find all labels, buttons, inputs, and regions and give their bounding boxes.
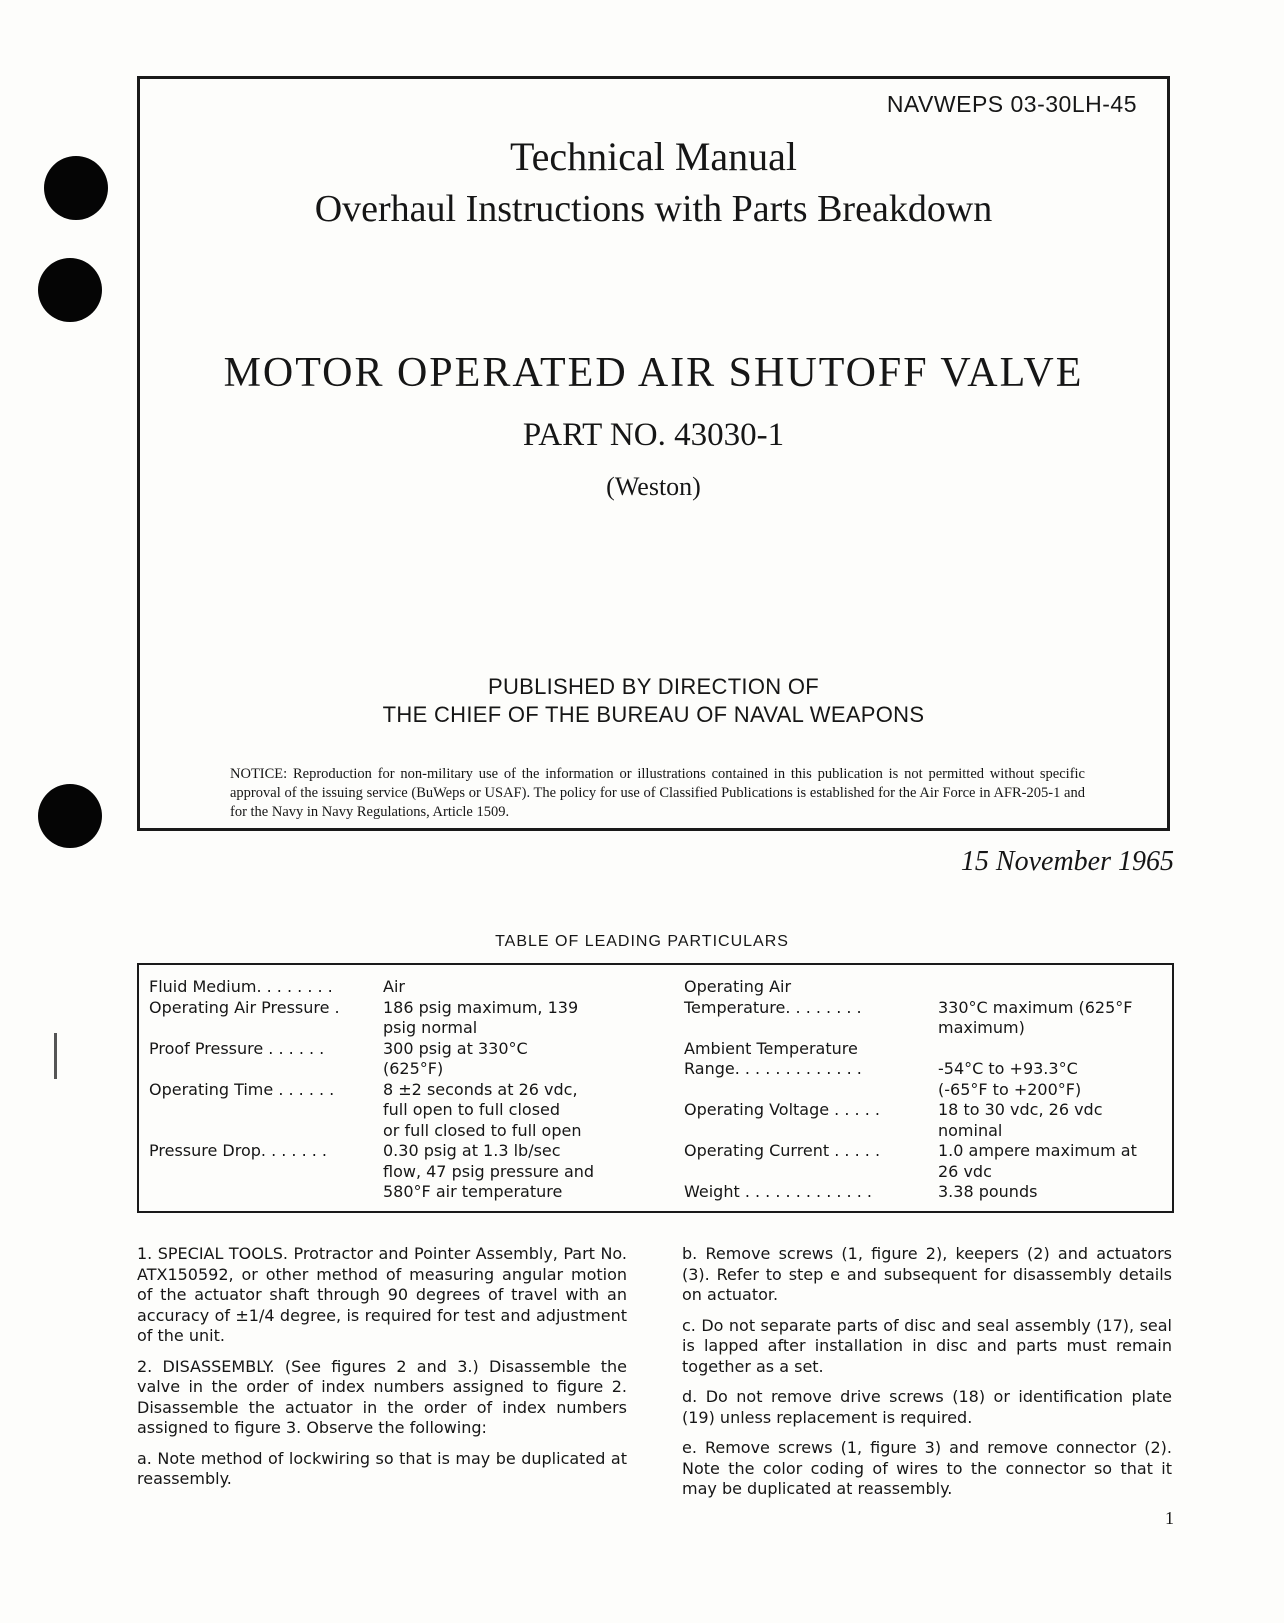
title-line-2: Overhaul Instructions with Parts Breakdown — [314, 188, 993, 230]
row-value: 186 psig maximum, 139 psig normal — [383, 997, 579, 1037]
body-right-column — [682, 1244, 1172, 1510]
particulars-left-column — [149, 977, 649, 1203]
row-label: Operating Air Pressure . — [149, 997, 340, 1017]
row-label: Operating Current . . . . . — [684, 1141, 881, 1160]
particulars-table — [137, 963, 1174, 1213]
binder-hole-3 — [38, 784, 102, 848]
row-value: 8 ±2 seconds at 26 vdc, full open to full closed or full closed to full open — [383, 1079, 582, 1140]
row-value: 330°C maximum (625°F maximum) — [938, 997, 1133, 1037]
step-a: a. Note method of lockwiring so that is may be duplicated at reassembly. — [137, 1448, 627, 1488]
particulars-title: TABLE OF LEADING PARTICULARS — [495, 933, 789, 950]
body-left-column — [137, 1244, 627, 1500]
row-label: Fluid Medium. . . . . . . . — [149, 977, 333, 996]
particulars-right-column — [684, 977, 1164, 1203]
row-label: Operating Time . . . . . . — [149, 1079, 335, 1099]
cover-box — [137, 76, 1170, 831]
publisher-line-1: PUBLISHED BY DIRECTION OF — [487, 674, 820, 699]
row-value: 0.30 psig at 1.3 lb/sec flow, 47 psig pressure and 580°F air temperature — [383, 1141, 595, 1201]
publication-date: 15 November 1965 — [960, 846, 1174, 877]
publisher — [140, 673, 1167, 729]
table-row — [684, 1100, 1164, 1141]
row-label: Operating Air Temperature. . . . . . . . — [684, 977, 862, 1017]
step-e: e. Remove screws (1, figure 3) and remove connector (2). Note the color coding of wires to the connector so that it may be duplicated at reassembly. — [682, 1438, 1172, 1498]
notice-text: NOTICE: Reproduction for non-military use of the information or illustrations contained in this publication is not permitted without specific approval of the issuing service (BuWeps or USAF). The policy for use of Classified Publications is established for the Air Force in AFR-205-1 and for the Navy in Navy Regulations, Article 1509. — [230, 766, 1085, 820]
table-row — [149, 977, 649, 998]
document-number: NAVWEPS 03-30LH-45 — [886, 91, 1137, 117]
publisher-line-2: THE CHIEF OF THE BUREAU OF NAVAL WEAPONS — [382, 702, 925, 727]
step-c: c. Do not separate parts of disc and seal assembly (17), seal is lapped after installation in disc and parts must remain together as a set. — [682, 1315, 1172, 1376]
row-value: -54°C to +93.3°C (-65°F to +200°F) — [938, 1059, 1082, 1099]
row-value: 3.38 pounds — [938, 1182, 1038, 1201]
margin-mark — [54, 1033, 57, 1079]
row-label: Weight . . . . . . . . . . . . . — [684, 1182, 872, 1201]
row-label: Ambient Temperature Range. . . . . . . . . . . . . — [684, 1038, 862, 1078]
subject-title: MOTOR OPERATED AIR SHUTOFF VALVE — [223, 350, 1084, 396]
table-row — [149, 1039, 649, 1080]
row-value: Air — [383, 977, 405, 996]
manufacturer: (Weston) — [606, 472, 701, 501]
row-label: Proof Pressure . . . . . . — [149, 1038, 325, 1058]
paragraph-disassembly: 2. DISASSEMBLY. (See figures 2 and 3.) Disassemble the valve in the order of index numbers assigned to figure 2. Disassemble the actuator in the order of index numbers assigned to figure 3. Observe the following: — [137, 1356, 627, 1437]
row-value: 18 to 30 vdc, 26 vdc nominal — [938, 1100, 1103, 1140]
step-d: d. Do not remove drive screws (18) or identification plate (19) unless replacement is required. — [682, 1387, 1172, 1427]
table-row — [149, 1080, 649, 1142]
table-row — [684, 1039, 1164, 1101]
part-number: PART NO. 43030-1 — [522, 417, 785, 453]
row-value: 300 psig at 330°C (625°F) — [383, 1038, 528, 1078]
title-line-1: Technical Manual — [509, 134, 798, 179]
row-label: Pressure Drop. . . . . . . — [149, 1141, 328, 1160]
row-value: 1.0 ampere maximum at 26 vdc — [938, 1141, 1137, 1181]
binder-hole-1 — [44, 156, 108, 220]
table-row — [684, 977, 1164, 1039]
table-row — [684, 1182, 1164, 1203]
page-number: 1 — [1165, 1508, 1174, 1528]
binder-hole-2 — [38, 258, 102, 322]
row-label: Operating Voltage . . . . . — [684, 1100, 880, 1119]
paragraph-special-tools: 1. SPECIAL TOOLS. Protractor and Pointer Assembly, Part No. ATX150592, or other method of measuring angular motion of the actuator shaft through 90 degrees of travel with an accuracy of ±1/4 degree, is required for test and adjustment of the unit. — [137, 1244, 627, 1345]
step-b: b. Remove screws (1, figure 2), keepers (2) and actuators (3). Refer to step e and subsequent for disassembly details on actuator. — [682, 1244, 1172, 1304]
table-row — [684, 1141, 1164, 1182]
table-row — [149, 998, 649, 1039]
table-row — [149, 1141, 649, 1203]
